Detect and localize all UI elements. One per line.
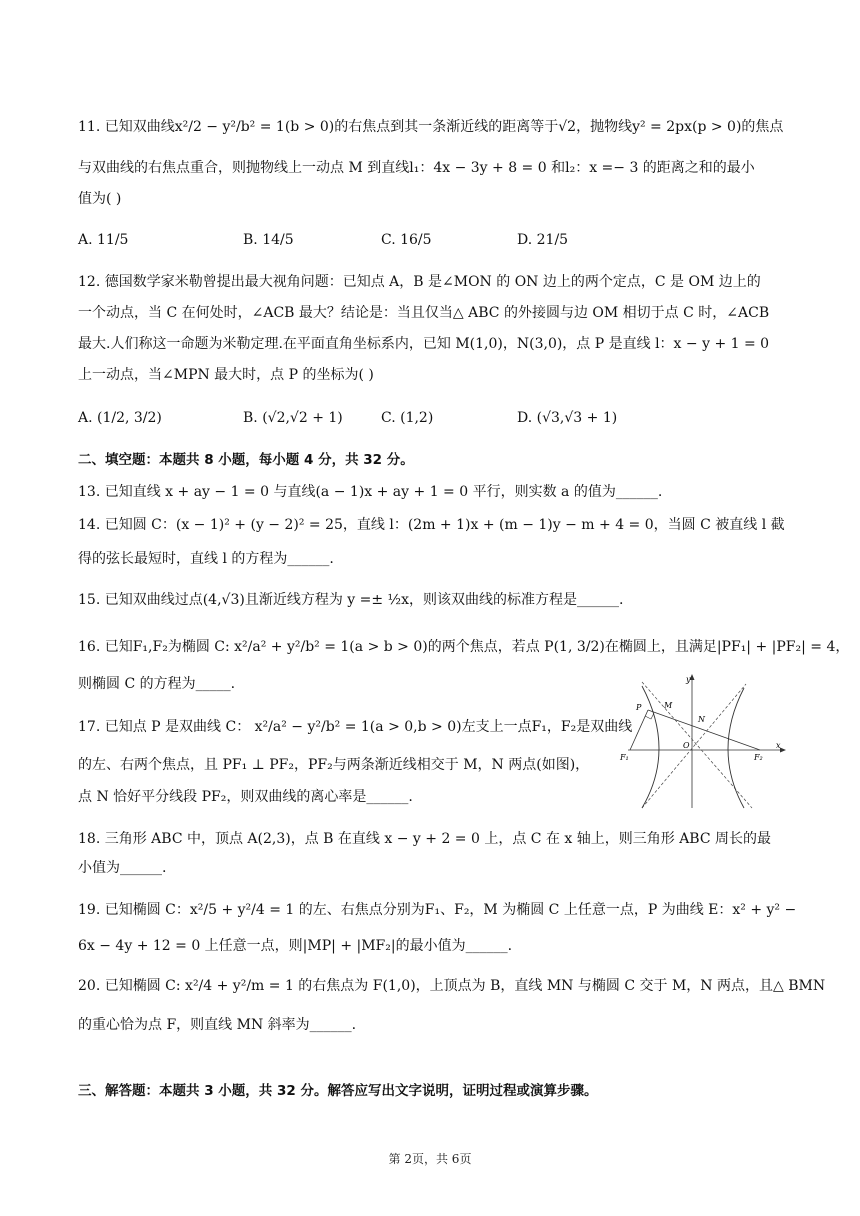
q12-option-c: C. (1,2): [381, 410, 434, 426]
q16-line2: 则椭圆 C 的方程为_____.: [78, 676, 236, 692]
page-footer: 第 2页，共 6页: [388, 1152, 472, 1166]
q11-option-b: B. 14/5: [243, 232, 294, 248]
q11-option-a: A. 11/5: [78, 232, 129, 248]
hyperbola-right-branch: [728, 688, 744, 808]
q19-line2: 6x − 4y + 12 = 0 上任意一点，则|MP| + |MF₂|的最小值为______.: [78, 938, 513, 954]
q14-line2: 得的弦长最短时，直线 l 的方程为______.: [78, 551, 334, 567]
q11-line1: 11. 已知双曲线x²/2 − y²/b² = 1(b > 0)的右焦点到其一条渐近线的距离等于√2，抛物线y² = 2px(p > 0)的焦点: [78, 119, 784, 135]
q17-line1: 17. 已知点 P 是双曲线 C： x²/a² − y²/b² = 1(a > 0,b > 0)左支上一点F₁，F₂是双曲线: [78, 719, 633, 735]
q16-line1: 16. 已知F₁,F₂为椭圆 C: x²/a² + y²/b² = 1(a > b > 0)的两个焦点，若点 P(1, 3/2)在椭圆上，且满足|PF₁| + |PF₂| = 4，: [78, 639, 850, 655]
q11-option-d: D. 21/5: [517, 232, 569, 248]
q12-line3: 最大.人们称这一命题为米勒定理.在平面直角坐标系内，已知 M(1,0)，N(3,0)，点 P 是直线 l：x − y + 1 = 0: [78, 336, 770, 352]
q18-line2: 小值为______.: [78, 860, 167, 876]
q12-option-d: D. (√3,√3 + 1): [517, 410, 618, 426]
hyperbola-left-branch: [642, 686, 659, 808]
section-2-heading: 二、填空题：本题共 8 小题，每小题 4 分，共 32 分。: [78, 452, 414, 468]
q20-line1: 20. 已知椭圆 C: x²/4 + y²/m = 1 的右焦点为 F(1,0)，上顶点为 B，直线 MN 与椭圆 C 交于 M，N 两点，且△ BMN: [78, 978, 826, 994]
q17-line2: 的左、右两个焦点，且 PF₁ ⊥ PF₂，PF₂与两条渐近线相交于 M，N 两点(如图)，: [78, 757, 590, 773]
q14-line1: 14. 已知圆 C：(x − 1)² + (y − 2)² = 25，直线 l：(2m + 1)x + (m − 1)y − m + 4 = 0，当圆 C 被直线 l 截: [78, 517, 785, 533]
q12-option-a: A. (1/2, 3/2): [78, 410, 162, 426]
label-p: P: [636, 703, 642, 712]
q12-line2: 一个动点，当 C 在何处时，∠ACB 最大？结论是：当且仅当△ ABC 的外接圆与边 OM 相切于点 C 时，∠ACB: [78, 305, 770, 321]
q15-text: 15. 已知双曲线过点(4,√3)且渐近线方程为 y =± ½x，则该双曲线的标准方程是______.: [78, 592, 624, 608]
q20-line2: 的重心恰为点 F，则直线 MN 斜率为______.: [78, 1017, 357, 1033]
q12-option-b: B. (√2,√2 + 1): [243, 410, 343, 426]
q11-line3: 值为( ): [78, 191, 122, 207]
q11-line2: 与双曲线的右焦点重合，则抛物线上一动点 M 到直线l₁：4x − 3y + 8 = 0 和l₂：x =− 3 的距离之和的最小: [78, 160, 755, 176]
label-f2: F₂: [754, 753, 763, 762]
q13-text: 13. 已知直线 x + ay − 1 = 0 与直线(a − 1)x + ay + 1 = 0 平行，则实数 a 的值为______.: [78, 484, 663, 500]
label-o: O: [683, 741, 690, 750]
section-3-heading: 三、解答题：本题共 3 小题，共 32 分。解答应写出文字说明，证明过程或演算步骤。: [78, 1083, 598, 1099]
q12-line1: 12. 德国数学家米勒曾提出最大视角问题：已知点 A，B 是∠MON 的 ON 边上的两个定点，C 是 OM 边上的: [78, 274, 761, 290]
q12-line4: 上一动点，当∠MPN 最大时，点 P 的坐标为( ): [78, 367, 374, 383]
q19-line1: 19. 已知椭圆 C：x²/5 + y²/4 = 1 的左、右焦点分别为F₁、F₂，M 为椭圆 C 上任意一点，P 为曲线 E：x² + y² −: [78, 902, 797, 918]
label-m: M: [664, 701, 673, 710]
q11-option-c: C. 16/5: [381, 232, 432, 248]
hyperbola-figure: [620, 672, 788, 810]
label-x: x: [776, 741, 781, 750]
asymptote-2: [642, 684, 746, 808]
label-f1: F₁: [620, 753, 629, 762]
q18-line1: 18. 三角形 ABC 中，顶点 A(2,3)，点 B 在直线 x − y + 2 = 0 上，点 C 在 x 轴上，则三角形 ABC 周长的最: [78, 831, 772, 847]
q17-line3: 点 N 恰好平分线段 PF₂，则双曲线的离心率是______.: [78, 789, 413, 805]
label-n: N: [698, 715, 705, 724]
x-axis-arrow: [780, 748, 786, 753]
label-y: y: [686, 675, 691, 684]
